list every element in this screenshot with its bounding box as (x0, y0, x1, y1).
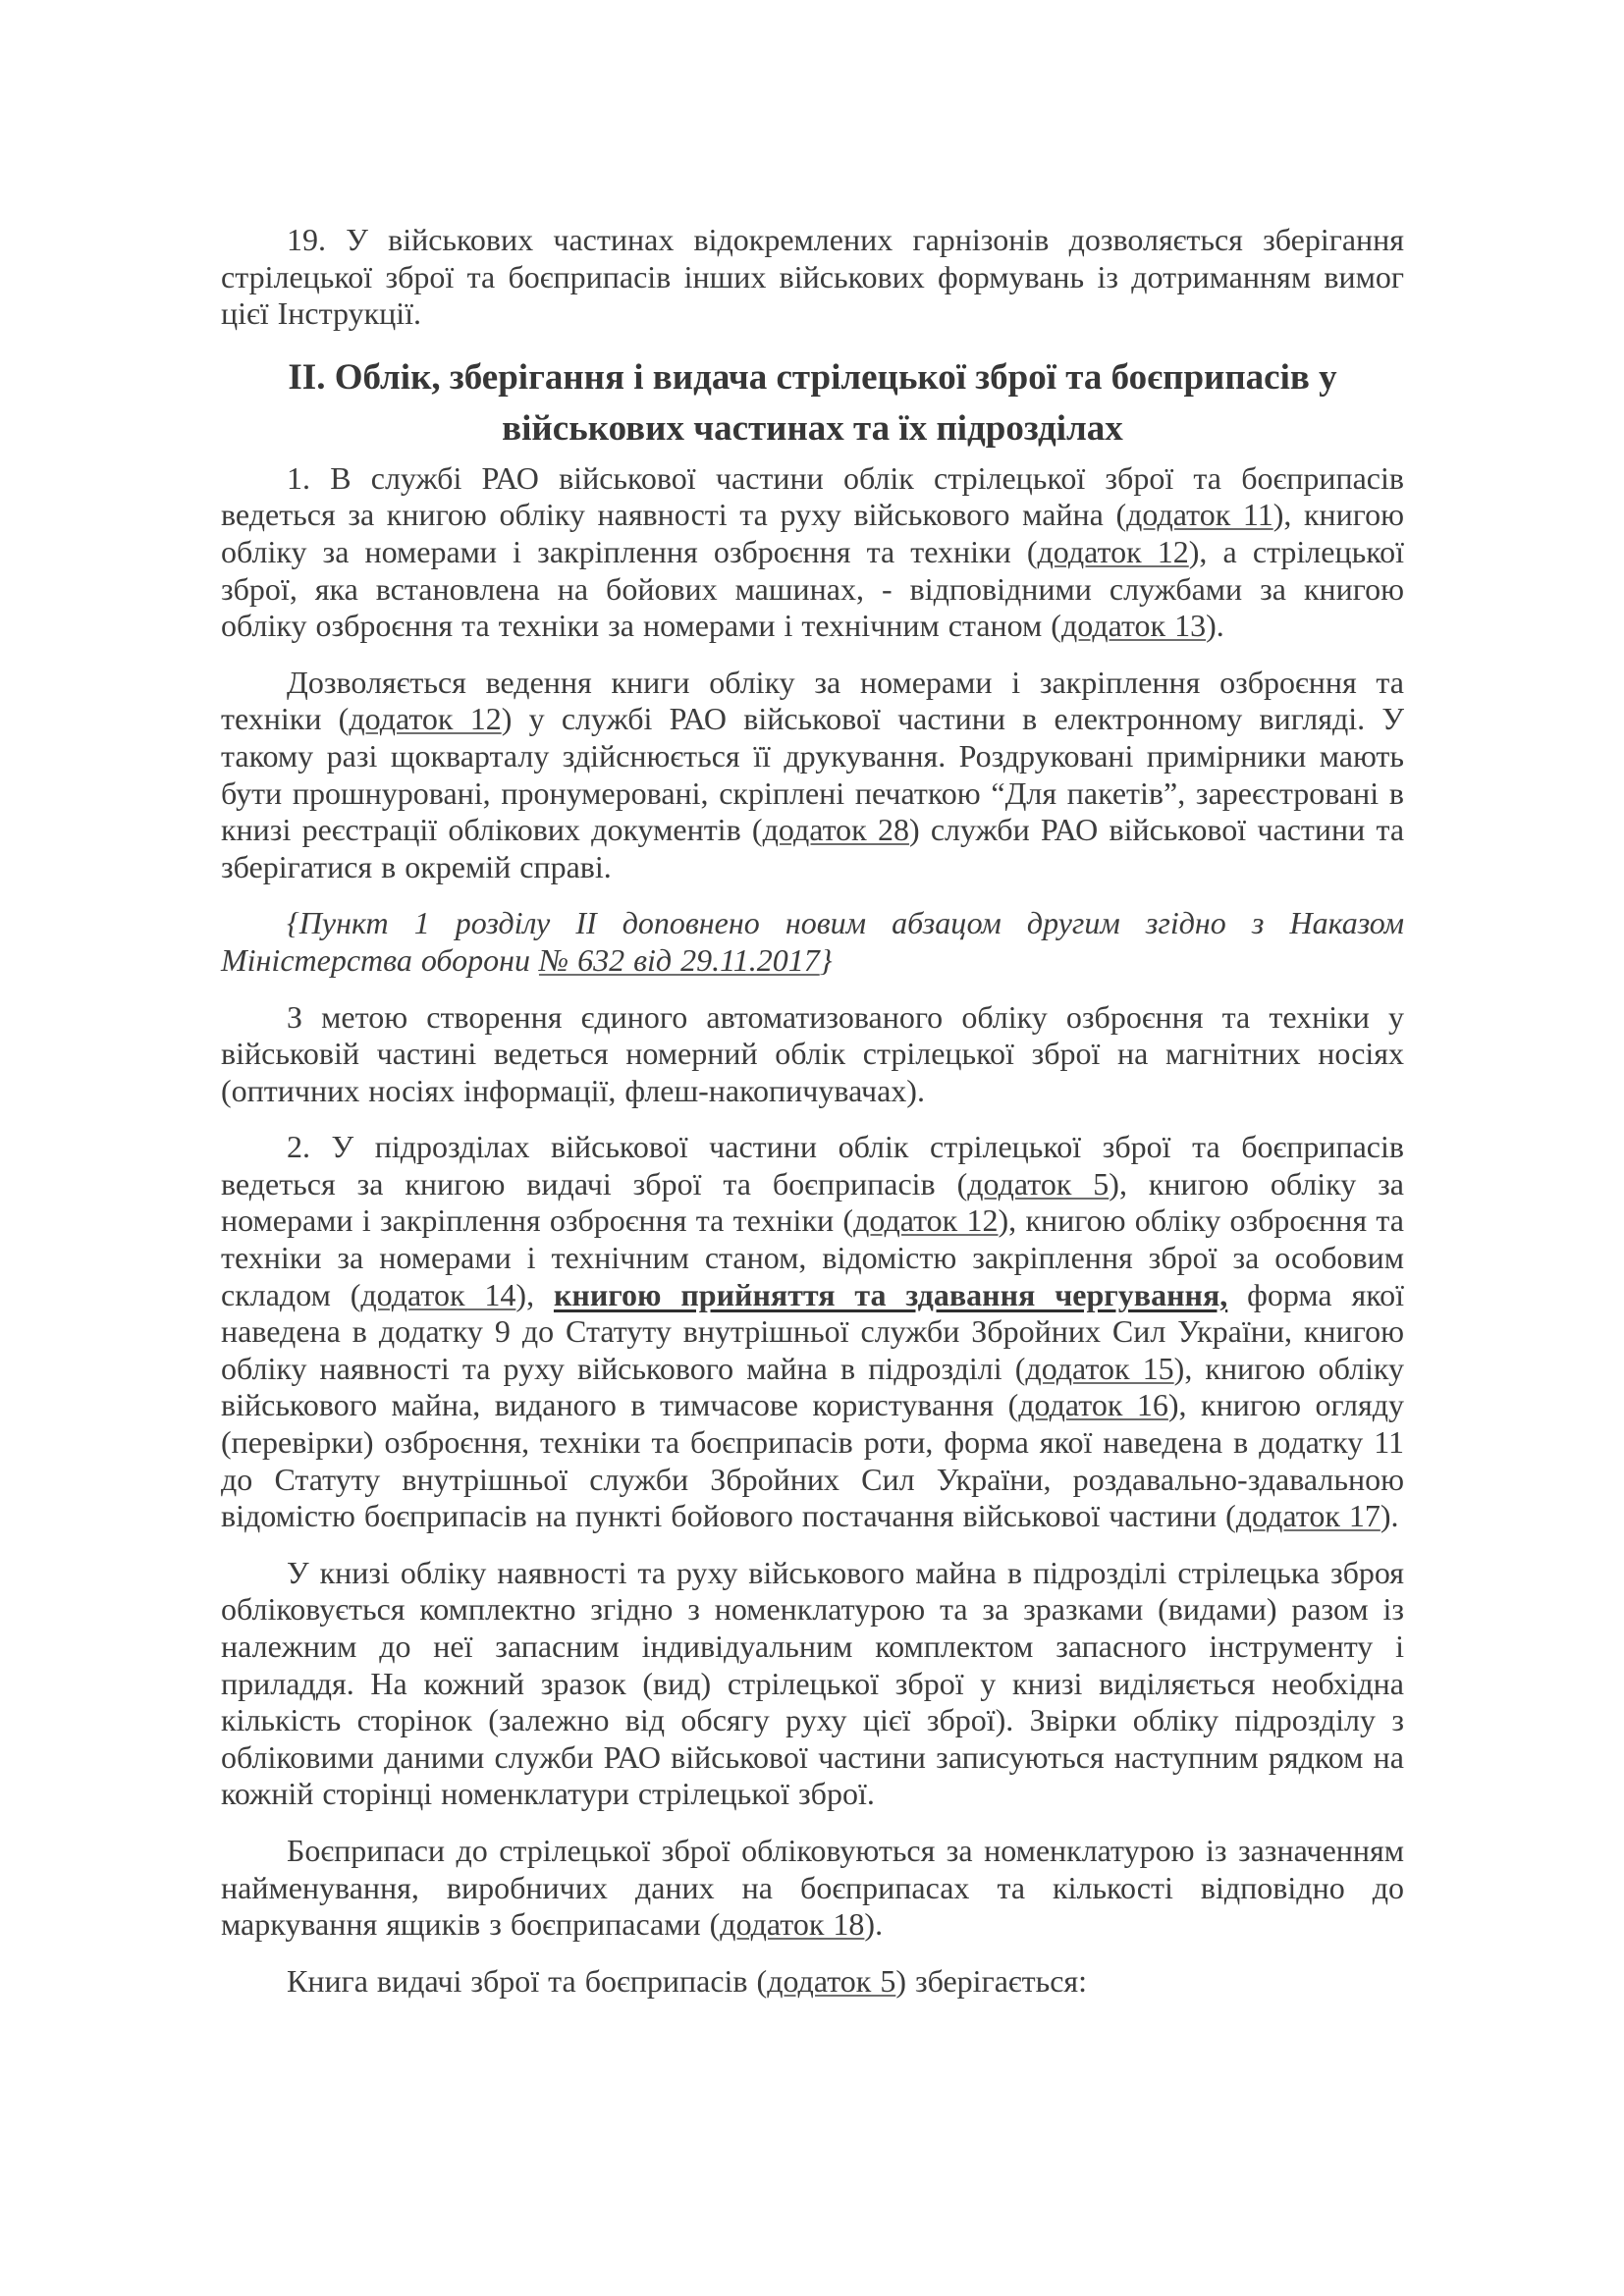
para-1-text-0: 1. В службі РАО військової частини облік стрілецької зброї та боєприпасів ведеться за книгою обліку наявності та руху військового майна ( (221, 459, 1404, 533)
para-dozvolyayetsya-text-0: Дозволяється ведення книги обліку за номерами і закріплення озброєння та техніки ( (221, 664, 1404, 737)
section-ii-heading-text-0: II. Облік, зберігання і видача стрілецької зброї та боєприпасів у військових частинах та їх підрозділах (288, 356, 1337, 449)
note-amendment-text-0: {Пункт 1 розділу II доповнено новим абзацом другим згідно з Наказом Міністерства оборони (221, 905, 1404, 978)
link-dodatok-14[interactable]: додаток 14 (360, 1276, 516, 1312)
para-knyha-vydachi (221, 1963, 1404, 2001)
para-2-text-14: ). (1380, 1498, 1399, 1534)
note-amendment (221, 905, 1404, 979)
note-amendment-text-2: } (819, 941, 833, 978)
para-19-text-0: 19. У військових частинах відокремлених гарнізонів дозволяється зберігання стрілецької зброї та боєприпасів інших військових формувань із дотриманням вимог цієї Інструкції. (221, 222, 1404, 332)
para-2 (221, 1129, 1404, 1535)
link-dodatok-12-3[interactable]: додаток 12 (853, 1202, 999, 1239)
para-2-text-10: ), книгою обліку військового майна, виданого в тимчасове користування ( (221, 1350, 1405, 1423)
link-dodatok-12[interactable]: додаток 12 (1037, 533, 1189, 569)
link-dodatok-18[interactable]: додаток 18 (720, 1906, 865, 1943)
para-2-text-6: ), (515, 1276, 554, 1312)
link-dodatok-12-2[interactable]: додаток 12 (349, 701, 502, 737)
para-boyeprypasy-text-2: ). (864, 1906, 884, 1943)
para-2-text-4: ), книгою обліку озброєння та техніки за номерами і технічним станом, відомістю закріплення зброї за особовим складом ( (221, 1202, 1405, 1312)
section-ii-heading (221, 352, 1404, 454)
link-dodatok-15[interactable]: додаток 15 (1025, 1350, 1174, 1386)
para-z-metoyu-text-0: З метою створення єдиного автоматизованого обліку озброєння та техніки у військовій частині ведеться номерний облік стрілецької зброї на магнітних носіях (оптичних носіях інформації, флеш-накопичувачах). (221, 998, 1404, 1108)
link-dodatok-11[interactable]: додаток 11 (1126, 497, 1273, 533)
link-dodatok-16[interactable]: додаток 16 (1018, 1387, 1168, 1423)
para-boyeprypasy (221, 1833, 1404, 1944)
para-1-text-6: ). (1206, 608, 1224, 644)
para-z-metoyu (221, 999, 1404, 1110)
para-dozvolyayetsya (221, 665, 1404, 886)
para-u-knyzi-text-0: У книзі обліку наявності та руху військового майна в підрозділі стрілецька зброя обліковується комплектно згідно з номенклатурою та за зразками (видами) разом із належним до неї запасним індивідуальним комплектом запасного інструменту і приладдя. На кожний зразок (вид) стрілецької зброї у книзі виділяється необхідна кількість сторінок (залежно від обсягу руху цієї зброї). Звірки обліку підрозділу з обліковими даними служби РАО військової частини записуються наступним рядком на кожній сторінці номенклатури стрілецької зброї. (221, 1554, 1404, 1812)
para-2-text-0: 2. У підрозділах військової частини облік стрілецької зброї та боєприпасів ведеться за книгою видачі зброї та боєприпасів ( (221, 1129, 1404, 1201)
para-knyha-vydachi-text-2: ) зберігається: (895, 1962, 1088, 1999)
para-19 (221, 222, 1404, 333)
link-nakaz-632[interactable]: № 632 від 29.11.2017 (538, 941, 820, 978)
link-dodatok-13[interactable]: додаток 13 (1060, 608, 1207, 644)
para-1 (221, 460, 1404, 645)
para-dozvolyayetsya-text-2: ) у службі РАО військової частини в електронному вигляді. У такому разі щокварталу здійснюється її друкування. Роздруковані примірники мають бути прошнуровані, пронумеровані, скріплені печаткою “Для пакетів”, зареєстровані в книзі реєстрації облікових документів ( (221, 701, 1405, 848)
document-content (221, 222, 1404, 2000)
para-dozvolyayetsya-text-4: ) служби РАО військової частини та зберігатися в окремій справі. (221, 812, 1405, 884)
phrase-knyha-pryiniattia: книгою прийняття та здавання чергування, (553, 1276, 1228, 1312)
para-2-text-12: ), книгою огляду (перевірки) озброєння, техніки та боєприпасів роти, форма якої наведена в додатку 11 до Статуту внутрішньої служби Збройних Сил України, роздавально-здавальною відомістю боєприпасів на пункті бойового постачання військової частини ( (221, 1387, 1405, 1534)
para-1-text-2: ), книгою обліку за номерами і закріплення озброєння та техніки ( (221, 497, 1404, 569)
para-boyeprypasy-text-0: Боєприпаси до стрілецької зброї обліковуються за номенклатурою із зазначенням найменування, виробничих даних на боєприпасах та кількості відповідно до маркування ящиків з боєприпасами ( (221, 1832, 1404, 1943)
para-u-knyzi (221, 1555, 1404, 1813)
para-1-text-4: ), а стрілецької зброї, яка встановлена на бойових машинах, - відповідними службами за книгою обліку озброєння та техніки за номерами і технічним станом ( (221, 533, 1405, 644)
para-knyha-vydachi-text-0: Книга видачі зброї та боєприпасів ( (287, 1962, 768, 1999)
link-dodatok-5[interactable]: додаток 5 (967, 1165, 1110, 1201)
link-dodatok-17[interactable]: додаток 17 (1235, 1498, 1380, 1534)
para-2-text-2: ), книгою обліку за номерами і закріплення озброєння та техніки ( (221, 1165, 1405, 1239)
link-dodatok-28[interactable]: додаток 28 (762, 812, 909, 848)
link-dodatok-5-2[interactable]: додаток 5 (767, 1962, 896, 1999)
para-2-text-8: форма якої наведена в додатку 9 до Статуту внутрішньої служби Збройних Сил України, книгою обліку наявності та руху військового майна в підрозділі ( (221, 1276, 1405, 1386)
